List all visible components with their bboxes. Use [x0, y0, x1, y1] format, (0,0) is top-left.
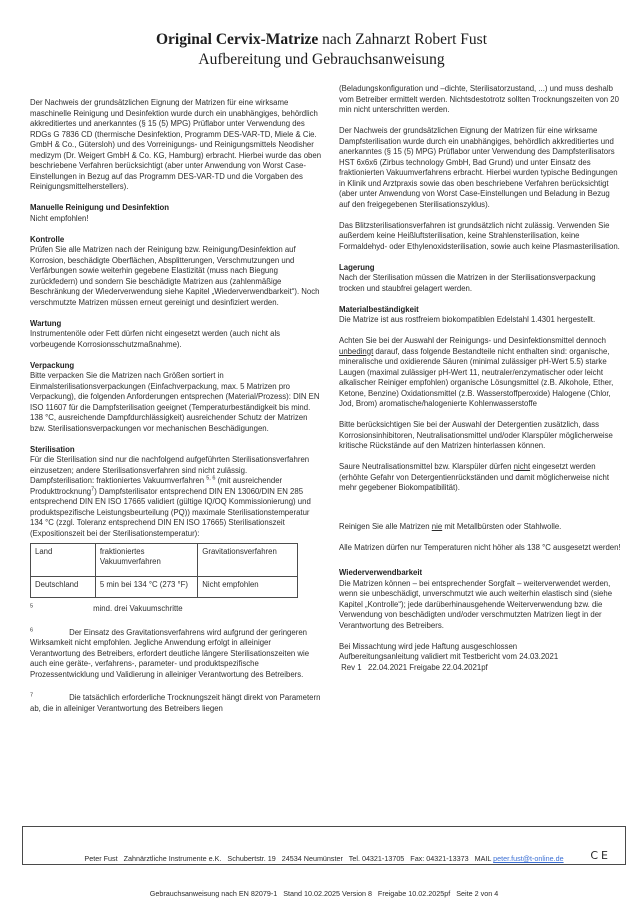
underlined-unbedingt: unbedingt — [339, 346, 374, 356]
sterilisation-table — [30, 543, 298, 598]
underlined-nicht: nicht — [513, 462, 531, 471]
table-row — [31, 577, 298, 598]
underlined-nie: nie — [431, 521, 443, 531]
table-cell-vakuum: 5 min bei 134 °C (273 °F) — [95, 577, 197, 598]
paragraph-saure-neutralisationsmittel: Saure Neutralisationsmittel bzw. Klarspüler dürfen nicht eingesetzt werden (erhöhte Gefahr von Detergentienrückständen und damit möglicherweise nicht mehr gegebener Biokompatibilität). — [339, 462, 610, 492]
footer-email-link[interactable]: peter.fust@t-online.de — [493, 854, 564, 863]
title-author: nach Zahnarzt Robert Fust — [318, 31, 487, 48]
paragraph-machine-cleaning-proof: Der Nachweis der grundsätzlichen Eignung der Matrizen für eine wirksame maschinelle Reinigung und Desinfektion wurde durch ein unabhängiges, behördlich akkreditiertes und anerkanntes (§ 15 (5) MPG) Prüflabor unter Verwendung des RDGs G 7836 CD (thermische Desinfektion, Programm DES-VAR-TD, Miele & Cie. GmbH & Co., Gütersloh) und des Vorreinigungs- und Reinigungsmittels Neodisher medizym (Dr. Weigert GmbH & Co. KG, Hamburg) erbracht. Hierbei wurde das oben beschriebene Verfahren berücksichtigt (aber unter Anwendung von Worst Case-Einstellungen in Bezug auf das Programm DES-VAR-TD und die Vorgaben des Reinigungsmittelherstellers). — [30, 98, 322, 191]
paragraph-temperatur: Alle Matrizen dürfen nur Temperaturen nicht höher als 138 °C ausgesetzt werden! — [339, 542, 621, 552]
table-header-land: Land — [31, 544, 96, 577]
title-line1 — [0, 30, 643, 50]
table-cell-grav: Nicht empfohlen — [198, 577, 298, 598]
table-cell-land: Deutschland — [31, 577, 96, 598]
footer-line2: Gebrauchsanweisung nach EN 82079-1 Stand 10.02.2025 Version 8 Freigabe 10.02.2025pf Seite 2 von 4 — [149, 888, 499, 898]
footnote-6: $^6$ Der Einsatz des Gravitationsverfahrens wird aufgrund der geringeren Wirksamkeit nicht empfohlen. Jegliche Anwendung erfolgt in alleiniger Verantwortung des Betreibers, erfordert deutliche längere Sterilisationszeiten wie auch eine geräte-, verfahrens-, parameter- und produktspezifische Prozessentwicklung und Validierung in alleiniger Verantwortung des Betreibers. — [30, 626, 310, 679]
footnote-ref-5-6: 5, 6 — [206, 475, 216, 482]
paragraph-detergentien: Bitte berücksichtigen Sie bei der Auswahl der Detergentien zusätzlich, dass Korrosionsinhibitoren, Neutralisationsmittel und/oder Klarspüler möglicherweise kritische Rückstände auf den Matrizen hinterlassen können. — [339, 420, 613, 450]
paragraph-revision: Rev 1 22.04.2021 Freigabe 22.04.2021pf — [339, 662, 488, 672]
title-line2: Aufbereitung und Gebrauchsanweisung — [198, 51, 445, 68]
paragraph-reinigen: Reinigen Sie alle Matrizen nie mit Metallbürsten oder Stahlwolle. — [339, 521, 562, 531]
table-header-vakuumverfahren: fraktioniertes Vakuumverfahren — [95, 544, 197, 577]
table-header-gravitationsverfahren: Gravitationsverfahren — [198, 544, 298, 577]
paragraph-validierung: Aufbereitungsanleitung validiert mit Testbericht vom 24.03.2021 — [339, 652, 559, 661]
paragraph-blitzsterilisation: Das Blitzsterilisationsverfahren ist grundsätzlich nicht zulässig. Verwenden Sie außerdem keine Heißluftsterilisation, keine Strahlensterilisation, keine Formaldehyd- oder Ethylenoxidsterilisation, sowie auch keine Plasmasterilisation. — [339, 220, 620, 251]
paragraph-lagerung: Nach der Sterilisation müssen die Matrizen in der Sterilisationsverpackung trocken und staubfrei gelagert werden. — [339, 273, 596, 293]
footnote-ref-7: 7 — [91, 485, 95, 492]
paragraph-haftung: Bei Missachtung wird jede Haftung ausgeschlossen — [339, 641, 518, 651]
paragraph-detergent-warning: Achten Sie bei der Auswahl der Reinigungs- und Desinfektionsmittel dennoch unbedingt darauf, dass folgende Bestandteile nicht enthalten sind: organische, mineralische und oxidierende Säuren (minimal zulässiger pH-Wert 5.5) starke Laugen (maximal zulässiger pH-Wert 11, neutraler/enzymatischer oder leicht alkalischer Reiniger empfohlen) organische Lösungsmittel (z.B. Alkohole, Ether, Ketone, Benzine) Oxidationsmittel (z.B. Wasserstoffperoxide) Halogene (Chlor, Jod, Brom) aromatische/halogenierte Kohlenwasserstoffe — [339, 336, 614, 408]
footer-line1: Peter Fust Zahnärztliche Instrumente e.K. Schubertstr. 19 24534 Neumünster Tel. 04321-13705 Fax: 04321-13373 MAIL peter.fust@t-online.de — [84, 854, 564, 863]
heading-wartung: Wartung — [30, 318, 62, 328]
left-column — [30, 84, 322, 723]
page-title — [0, 0, 643, 70]
table-header-row — [31, 544, 298, 577]
paragraph-beladung: (Beladungskonfiguration und –dichte, Sterilisatorzustand, ...) und muss deshalb vom Betreiber ermittelt werden. Nichtsdestotrotz sollten Trocknungszeiten von 20 min nicht unterschritten werden. — [339, 84, 619, 114]
title-product-name: Original Cervix-Matrize — [156, 31, 319, 48]
ce-mark-icon: CE — [590, 848, 611, 862]
paragraph-sterilisation-steam: Dampfsterilisation: fraktioniertes Vakuumverfahren $^{5, 6}$ (mit ausreichender Produkttrocknung$^7$) Dampfsterilisator entsprechend DIN EN 13060/DIN EN 285 entsprechend DIN EN ISO 17665 validiert (gültige IQ/OQ Kommissionierung) und produktspezifische Leistungsbeurteilung (PQ)) maximale Sterilisationstemperatur 134 °C (zzgl. Toleranz entsprechend DIN EN ISO 17665) Sterilisationszeit (Expositionszeit bei der Sterilisationstemperatur): — [30, 475, 311, 538]
heading-sterilisation: Sterilisation — [30, 444, 75, 454]
paragraph-steam-proof: Der Nachweis der grundsätzlichen Eignung der Matrizen für eine wirksame Dampfsterilisation wurde durch ein unabhängiges, behördlich akkreditiertes und anerkanntes (§ 15 (5) MPG) Prüflabor unter Verwendung des Dampfsterilisators HST 6x6x6 (Zirbus technology GmbH, Bad Grund) und unter Einsatz des fraktionierten Vakuumverfahrens erbracht. Hierbei wurden typische Bedingungen in Klinik und Arztpraxis sowie das oben beschriebene Verfahren berücksichtigt (aber unter Anwendung von Worst Case-Einstellungen und Beladung in Bezug auf den freigegebenen Sterilisationszyklus). — [339, 126, 618, 209]
heading-kontrolle: Kontrolle — [30, 234, 65, 244]
paragraph-wartung: Instrumentenöle oder Fett dürfen nicht eingesetzt werden (auch nicht als vorbeugende Korrosionsschutzmaßnahme). — [30, 329, 281, 349]
right-column — [339, 84, 622, 723]
heading-wiederverwendbarkeit: Wiederverwendbarkeit — [339, 568, 423, 577]
paragraph-wiederverwendbarkeit: Die Matrizen können – bei entsprechender Sorgfalt – weiterverwendet werden, wenn sie unbeschädigt, unverschmutzt wie auch weiterhin elastisch sind (siehe Kapitel „Kontrolle“); jede darüberhinausgehende Weiterverwendung bzw. die Verwendung von beschädigten und/oder verschmutzten Matrizen liegt in der Verantwortung des Betreibers. — [339, 578, 613, 630]
paragraph-kontrolle: Prüfen Sie alle Matrizen nach der Reinigung bzw. Reinigung/Desinfektion auf Korrosion, beschädigte Oberflächen, Absplitterungen, Verschmutzungen und Verfärbungen sowie weiterhin gegebene Elastizität (muss nach Biegung zurückfedern) und sondern Sie beschädigte Matrizen aus (zahlenmäßige Beschränkung der Wiederverwendung siehe Kapitel „Wiederverwendbarkeit“). Noch verschmutzte Matrizen müssen erneut gereinigt und desinfiziert werden. — [30, 245, 320, 307]
heading-lagerung: Lagerung — [339, 262, 375, 272]
paragraph-manual-cleaning: Nicht empfohlen! — [30, 213, 89, 223]
two-column-body — [30, 84, 622, 723]
heading-manual-cleaning: Manuelle Reinigung und Desinfektion — [30, 203, 170, 212]
footer-box — [22, 826, 626, 898]
paragraph-sterilisation-intro: Für die Sterilisation sind nur die nachfolgend aufgeführten Sterilisationsverfahren einzusetzen; andere Sterilisationsverfahren sind nicht zulässig. — [30, 455, 310, 475]
paragraph-material: Die Matrize ist aus rostfreiem biokompatiblen Edelstahl 1.4301 hergestellt. — [339, 315, 596, 324]
heading-materialbestaendigkeit: Materialbeständigkeit — [339, 304, 419, 314]
footnote-5: $^5$ mind. drei Vakuumschritte — [30, 603, 183, 613]
heading-verpackung: Verpackung — [30, 360, 75, 370]
paragraph-verpackung: Bitte verpacken Sie die Matrizen nach Größen sortiert in Einmalsterilisationsverpackungen (Einfachverpackung, max. 5 Matrizen pro Verpackung), die folgenden Anforderungen entsprechen (Material/Prozess): DIN EN ISO 11607 für die Dampfsterilisation geeignet (Temperaturbeständigkeit bis mind. 138 °C, ausreichende Dampfdurchlässigkeit) ausreichender Schutz der Matrizen bzw. Sterilisationsverpackungen vor mechanischen Beschädigungen. — [30, 371, 320, 433]
footnote-7: $^7$ Die tatsächlich erforderliche Trocknungszeit hängt direkt von Parametern ab, die in alleiniger Verantwortung des Betreibers liegen — [30, 692, 321, 713]
